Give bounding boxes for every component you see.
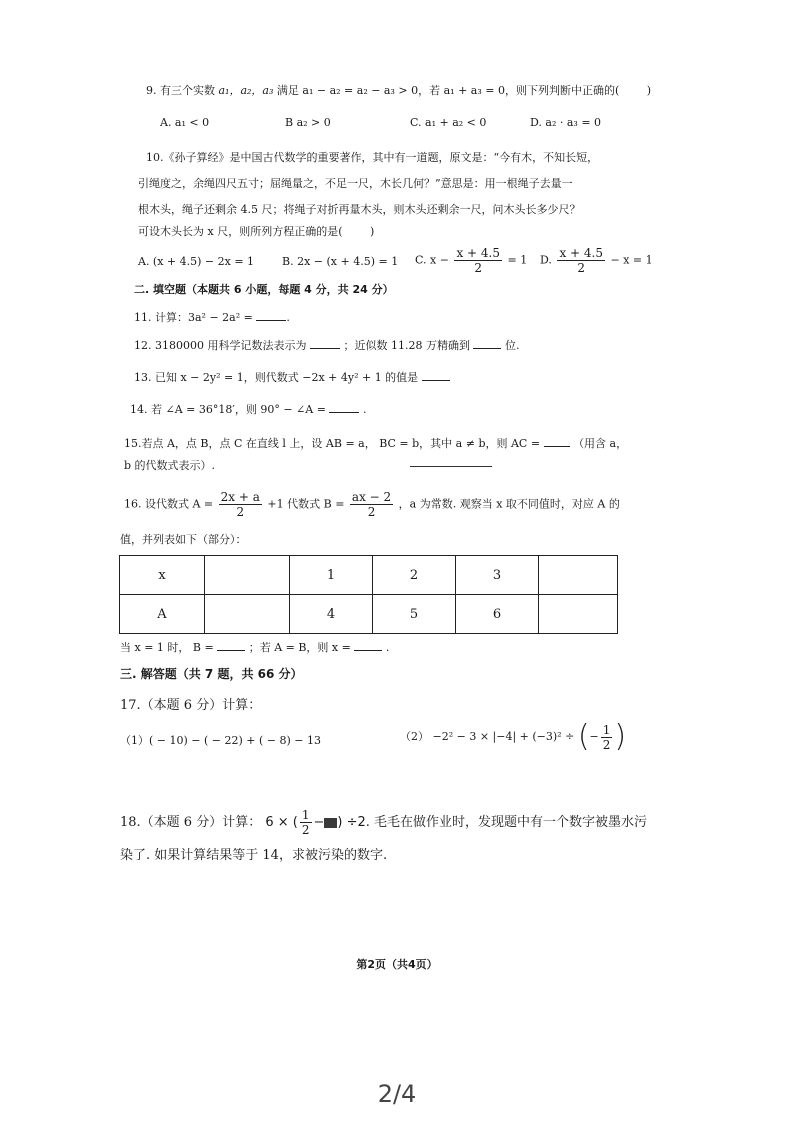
q16-line1 [124,490,620,519]
q10-line4-text: 可设木头长为 x 尺，则所列方程正确的是( [138,225,343,238]
q14-text: 14. 若 ∠A = 36°18′，则 90° − ∠A = [130,403,326,416]
ink-stain-icon [324,818,337,828]
q10-opt-d-post: − x = 1 [610,253,653,267]
q12-answer-blank-1[interactable] [310,336,340,349]
table-cell: 3 [456,556,539,595]
q16-post: ，a 为常数. 观察当 x 取不同值时，对应 A 的 [398,497,620,511]
q10-line2: 引绳度之，余绳四尺五寸；屈绳量之，不足一尺，木长几何？”意思是：用一根绳子去量一 [138,177,573,190]
q13-text: 13. 已知 x − 2y² = 1，则代数式 −2x + 4y² + 1 的值是 [134,371,419,384]
scan-mark-line [410,466,492,467]
q16-answer-blank-1[interactable] [217,638,245,651]
section-3-heading: 三. 解答题（共 7 题，共 66 分） [120,667,303,681]
page-indicator: 2/4 [377,1080,417,1108]
q18-line1 [120,808,647,837]
table-cell [539,556,618,595]
q16-after-c: . [385,641,390,654]
q12-answer-blank-2[interactable] [473,336,501,349]
q10-opt-c-den: 2 [474,261,483,275]
q10-opt-c-fraction [454,246,502,275]
q10-option-a: A. (x + 4.5) − 2x = 1 [138,255,255,268]
table-row-a [120,595,618,634]
table-cell: 6 [456,595,539,634]
q16-b-den: 2 [367,505,376,519]
q17-title: 17.（本题 6 分）计算： [120,698,262,713]
q17-part2-pre: （2） −2² − 3 × |−4| + (−3)² ÷ [400,730,575,743]
q13 [134,368,450,386]
q17-part1: （1）( − 10) − ( − 22) + ( − 8) − 13 [120,734,321,747]
q18-post: 毛毛在做作业时，发现题中有一个数字被墨水污 [374,815,648,830]
q11-answer-blank[interactable] [256,308,286,321]
q10-line3: 根木头，绳子还剩余 4.5 尺；将绳子对折再量木头，则木头还剩余一尺，问木头长多少尺？ [138,203,581,216]
q10-option-d [540,246,653,275]
q9-stem-cond: 满足 a₁ − a₂ = a₂ − a₃ > 0，若 a₁ + a₃ = 0，则下列判断中正确的( [276,84,620,97]
q17-part2-den: 2 [602,737,611,752]
q18-pre: 18.（本题 6 分）计算： [120,815,262,830]
q17-part2-paren-right: ) [614,719,627,754]
section-2-heading: 二. 填空题（本题共 6 小题，每题 4 分，共 24 分） [134,283,394,296]
table-cell: 4 [290,595,373,634]
table-cell [205,556,290,595]
q16-value-table [119,555,618,634]
q10-opt-c-pre: C. x − [415,253,449,267]
q12-text-c: 位. [504,339,520,352]
q18-line2: 染了. 如果计算结果等于 14，求被污染的数字. [120,848,388,863]
q9-option-c: C. a₁ + a₂ < 0 [410,116,487,129]
table-cell: 2 [373,556,456,595]
q16-line2: 值，并列表如下（部分）： [120,533,247,546]
q14-answer-blank[interactable] [329,400,359,413]
q11-text: 11. 计算：3a² − 2a² = [134,311,253,324]
q13-answer-blank[interactable] [422,368,450,381]
q10-opt-c-num: x + 4.5 [456,246,500,260]
q16-mid: +1 代数式 B = [267,497,345,511]
q18-fraction [300,808,312,837]
q17-part2 [400,719,627,754]
q10-opt-d-num: x + 4.5 [559,246,603,260]
q16-pre: 16. 设代数式 A = [124,497,214,511]
q15-line2: b 的代数式表示）. [124,459,216,472]
q18-expr-b: ) ÷2. [337,815,370,830]
q12 [134,336,519,354]
q16-after-table [120,638,389,656]
q10-line4 [138,224,374,240]
q18-frac-num: 1 [301,808,310,822]
q11: 11. 计算：3a² − 2a² = . [134,308,290,326]
q15-text-end: （用含 a， [573,437,628,450]
q10-opt-d-fraction [557,246,605,275]
q15-line1 [124,434,627,452]
q10-opt-d-pre: D. [540,253,552,267]
table-cell: 1 [290,556,373,595]
q9-stem-text: 9. 有三个实数 [146,84,215,97]
q10-line1: 10.《孙子算经》是中国古代数学的重要著作，其中有一道题，原文是：“今有木，不知长短， [146,151,599,164]
q10-opt-d-den: 2 [577,261,586,275]
q9-stem [146,83,651,99]
q15-text: 15.若点 A，点 B，点 C 在直线 l 上，设 AB = a， BC = b，其中 a ≠ b，则 AC = [124,437,541,450]
q16-a-num: 2x + a [220,490,260,504]
table-cell: x [120,556,205,595]
table-cell: 5 [373,595,456,634]
q10-opt-c-post: = 1 [507,253,528,267]
q16-a-den: 2 [236,505,245,519]
table-cell [539,595,618,634]
q9-stem-vars: a₁，a₂，a₃ [218,84,274,97]
page-footer: 第2页（共4页） [356,958,438,971]
q9-option-a: A. a₁ < 0 [160,116,210,129]
q18-expr-a: 6 × ( [265,815,298,830]
q14 [130,400,366,418]
q9-option-d: D. a₂ · a₃ = 0 [530,116,602,129]
q15-answer-blank[interactable] [544,434,570,447]
q17-part2-minus: − [589,730,599,743]
q9-stem-end: ) [646,84,652,97]
q10-option-c [415,246,527,275]
q16-after-a: 当 x = 1 时， B = [120,641,214,654]
q16-answer-blank-2[interactable] [354,638,382,651]
q18-frac-den: 2 [301,823,310,837]
q16-after-b: ；若 A = B，则 x = [248,641,351,654]
q16-a-fraction [219,490,262,519]
q9-option-b: B a₂ > 0 [285,116,331,129]
table-row-x [120,556,618,595]
q17-part2-num: 1 [602,722,611,737]
q18-expr-minus: − [313,815,325,830]
table-cell [205,595,290,634]
q10-option-b: B. 2x − (x + 4.5) = 1 [282,255,399,268]
q14-text-end: . [362,403,367,416]
table-cell: A [120,595,205,634]
q16-b-num: ax − 2 [351,490,392,504]
q16-b-fraction [350,490,393,519]
q17-part2-paren-left: ( [577,719,590,754]
q12-text-b: ；近似数 11.28 万精确到 [343,339,470,352]
q17-part2-fraction [601,723,613,752]
q12-text-a: 12. 3180000 用科学记数法表示为 [134,339,307,352]
q10-line4-end: ) [370,225,375,238]
